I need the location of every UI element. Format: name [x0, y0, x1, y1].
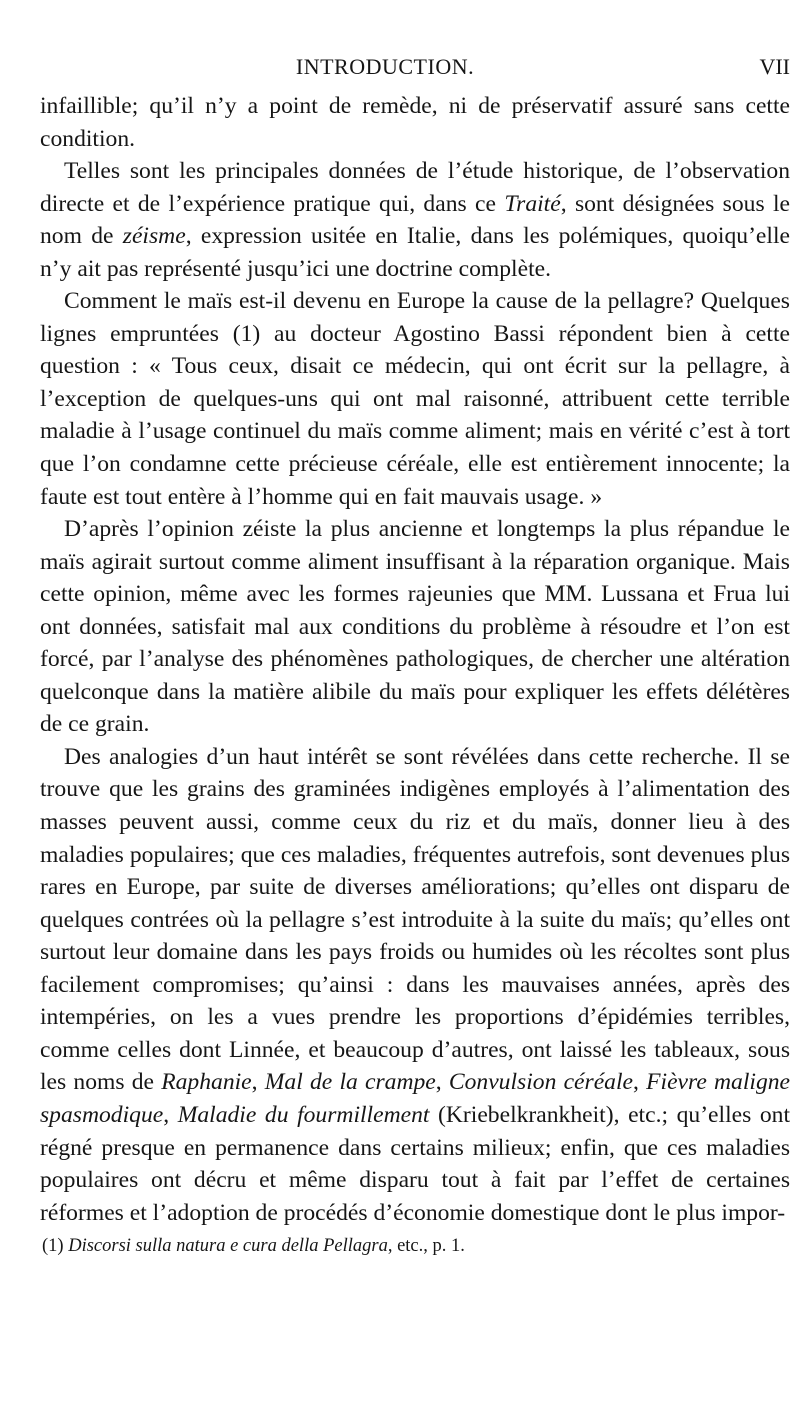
footnote-reference: , etc., p. 1. [387, 1236, 465, 1257]
text-run: , [251, 1069, 265, 1096]
italic-term: zéisme [122, 223, 186, 250]
italic-term: Fièvre maligne spasmodique [40, 1069, 791, 1128]
page-header [40, 44, 790, 79]
text-run: Telles sont les principales données de l’étude historique, de l’observation directe et de l’expérience pratique qui, dans ce [40, 158, 790, 217]
text-run: , [163, 1101, 178, 1128]
italic-term: Maladie du fourmillement [177, 1101, 430, 1128]
text-run: , [435, 1069, 449, 1096]
italic-term: Raphanie [161, 1069, 252, 1096]
paragraph [40, 155, 790, 285]
italic-term: Traité [504, 190, 561, 217]
paragraph [40, 741, 790, 1229]
footnote-marker: (1) [42, 1236, 69, 1257]
text-run: , [633, 1069, 647, 1096]
text-run: (Kriebelkrankheit), etc.; qu’elles ont régné presque en permanence dans certains milieux; enfin, que ces maladies populaires ont décru et même disparu tout à fait par l’effet de certaines réformes et l’adoption de procédés d’économie domestique dont le plus impor- [40, 1101, 791, 1226]
paragraph [40, 513, 790, 741]
italic-term: Mal de la crampe [264, 1069, 436, 1096]
text-run: , expression usitée en Italie, dans les polémiques, quoiqu’elle n’y ait pas représenté jusqu’ici une doctrine complète. [40, 223, 790, 282]
page-number: VII [759, 54, 790, 79]
book-page [40, 44, 790, 1258]
paragraph [40, 90, 790, 155]
footnote-cited-title: Discorsi sulla natura e cura della Pellagra [68, 1236, 388, 1257]
text-run: Des analogies d’un haut intérêt se sont révélées dans cette recherche. Il se trouve que les grains des graminées indigènes employés à l’alimentation des masses peuvent aussi, comme ceux du riz et du maïs, donner lieu à des maladies populaires; que ces maladies, fréquentes autrefois, sont devenues plus rares en Europe, par suite de diverses améliorations; qu’elles ont disparu de quelques contrées où la pellagre s’est introduite à la suite du maïs; qu’elles ont surtout leur domaine dans les pays froids ou humides où les récoltes sont plus facilement compromises; qu’ainsi : dans les mauvaises années, après des intempéries, on les a vues prendre les proportions d’épidémies terribles, comme celles dont Linnée, et beaucoup d’autres, ont laissé les tableaux, sous les noms de [40, 743, 790, 1096]
paragraph [40, 285, 790, 513]
text-run: Comment le maïs est-il devenu en Europe la cause de la pellagre? Quelques lignes empruntées (1) au docteur Agostino Bassi répondent bien à cette question : « Tous ceux, disait ce médecin, qui ont écrit sur la pellagre, à l’exception de quelques-uns qui ont mal raisonné, attribuent cette terrible maladie à l’usage continuel du maïs comme aliment; mais en vérité c’est à tort que l’on condamne cette précieuse céréale, elle est entièrement innocente; la faute est tout entère à l’homme qui en fait mauvais usage. » [40, 288, 790, 510]
text-run: infaillible; qu’il n’y a point de remède, ni de préservatif assuré sans cette condition. [40, 93, 790, 152]
text-run: D’après l’opinion zéiste la plus ancienne et longtemps la plus répandue le maïs agirait surtout comme aliment insuffisant à la réparation organique. Mais cette opinion, même avec les formes rajeunies que MM. Lussana et Frua lui ont données, satisfait mal aux conditions du problème à résoudre et l’on est forcé, par l’analyse des phénomènes pathologiques, de chercher une altération quelconque dans la matière alibile du maïs pour expliquer les effets délétères de ce grain. [40, 516, 790, 738]
footnote [40, 1234, 790, 1258]
italic-term: Convulsion céréale [448, 1069, 633, 1096]
running-title: INTRODUCTION. [295, 54, 475, 79]
body-text [40, 90, 790, 1229]
text-run: , sont désignées sous le nom de [40, 190, 790, 250]
